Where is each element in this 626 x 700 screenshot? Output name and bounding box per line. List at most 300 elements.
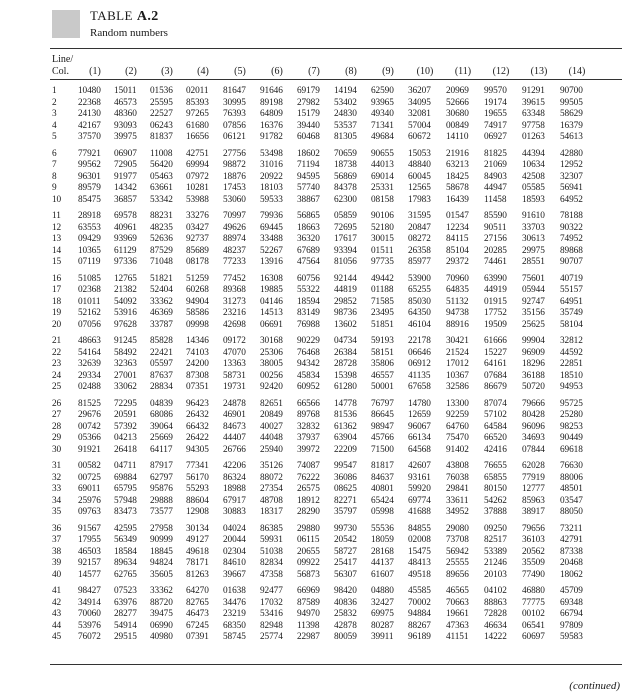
table-cell: 52180 bbox=[371, 222, 394, 233]
row-line-number: 45 bbox=[52, 632, 62, 643]
table-cell: 94824 bbox=[150, 558, 173, 569]
table-cell: 89368 bbox=[223, 285, 246, 296]
table-cell: 01011 bbox=[78, 296, 101, 307]
table-cell: 86385 bbox=[260, 523, 283, 534]
table-cell: 39667 bbox=[223, 569, 246, 580]
table-cell: 30680 bbox=[446, 109, 469, 120]
table-cell: 83473 bbox=[114, 507, 137, 518]
table-cell: 18317 bbox=[260, 507, 283, 518]
table-cell: 79656 bbox=[522, 523, 545, 534]
table-cell: 77341 bbox=[186, 461, 209, 471]
table-cell: 48413 bbox=[408, 558, 431, 569]
table-cell: 59193 bbox=[371, 336, 394, 346]
table-cell: 32812 bbox=[560, 336, 583, 346]
table-cell: 65424 bbox=[371, 495, 394, 506]
table-cell: 42416 bbox=[484, 444, 507, 455]
top-rule bbox=[50, 48, 622, 49]
table-cell: 26418 bbox=[114, 444, 137, 455]
table-cell: 11008 bbox=[150, 148, 173, 159]
table-cell: 59533 bbox=[260, 194, 283, 205]
column-header: (11) bbox=[454, 66, 472, 77]
table-cell: 01511 bbox=[371, 245, 394, 256]
table-cell: 94595 bbox=[297, 171, 320, 182]
table-cell: 12908 bbox=[186, 507, 209, 518]
table-cell: 69618 bbox=[560, 444, 583, 455]
table-cell: 19731 bbox=[223, 382, 246, 393]
table-cell: 92157 bbox=[78, 558, 101, 569]
table-row bbox=[0, 507, 626, 518]
table-cell: 17983 bbox=[408, 194, 431, 205]
table-cell: 01638 bbox=[223, 586, 246, 596]
table-cell: 47358 bbox=[260, 569, 283, 580]
column-header: (13) bbox=[530, 66, 548, 77]
table-cell: 39064 bbox=[150, 421, 173, 432]
table-cell: 02008 bbox=[408, 535, 431, 546]
table-row bbox=[0, 211, 626, 222]
table-cell: 44394 bbox=[522, 148, 545, 159]
table-cell: 56170 bbox=[186, 472, 209, 483]
table-cell: 94953 bbox=[560, 382, 583, 393]
table-cell: 66432 bbox=[186, 421, 209, 432]
table-cell: 94904 bbox=[186, 296, 209, 307]
row-line-number: 37 bbox=[52, 535, 62, 546]
table-cell: 91291 bbox=[522, 86, 545, 96]
table-cell: 84673 bbox=[223, 421, 246, 432]
table-cell: 71585 bbox=[371, 296, 394, 307]
table-cell: 25306 bbox=[260, 347, 283, 358]
table-cell: 02368 bbox=[78, 285, 101, 296]
table-cell: 07972 bbox=[186, 171, 209, 182]
table-cell: 35797 bbox=[334, 507, 357, 518]
table-cell: 18663 bbox=[297, 222, 320, 233]
table-cell: 00582 bbox=[78, 461, 101, 471]
table-cell: 45585 bbox=[408, 586, 431, 596]
table-cell: 10367 bbox=[446, 370, 469, 381]
table-cell: 71048 bbox=[150, 257, 173, 268]
table-row bbox=[0, 586, 626, 597]
table-cell: 96301 bbox=[78, 171, 101, 182]
table-cell: 18594 bbox=[297, 296, 320, 307]
table-cell: 28277 bbox=[114, 609, 137, 620]
table-cell: 64951 bbox=[560, 296, 583, 307]
table-cell: 76988 bbox=[297, 319, 320, 330]
table-cell: 89634 bbox=[114, 558, 137, 569]
table-cell: 92259 bbox=[446, 410, 469, 421]
table-cell: 61129 bbox=[114, 245, 137, 256]
table-cell: 74952 bbox=[560, 234, 583, 245]
table-cell: 52404 bbox=[150, 285, 173, 296]
table-cell: 67917 bbox=[223, 495, 246, 506]
table-cell: 56865 bbox=[297, 211, 320, 221]
table-cell: 97735 bbox=[371, 257, 394, 268]
table-cell: 00256 bbox=[260, 370, 283, 381]
table-cell: 66794 bbox=[560, 609, 583, 620]
table-cell: 35509 bbox=[522, 558, 545, 569]
table-cell: 49626 bbox=[223, 222, 246, 233]
table-cell: 15053 bbox=[408, 148, 431, 159]
table-cell: 51851 bbox=[371, 319, 394, 330]
table-cell: 20285 bbox=[484, 245, 507, 256]
table-cell: 62765 bbox=[114, 569, 137, 580]
table-cell: 88050 bbox=[560, 507, 583, 518]
table-cell: 58151 bbox=[371, 347, 394, 358]
table-cell: 15011 bbox=[114, 86, 137, 96]
table-cell: 64350 bbox=[408, 308, 431, 319]
table-cell: 47363 bbox=[446, 620, 469, 631]
table-cell: 04102 bbox=[484, 586, 507, 596]
table-cell: 05998 bbox=[371, 507, 394, 518]
table-cell: 10634 bbox=[522, 160, 545, 171]
table-cell: 85590 bbox=[484, 211, 507, 221]
table-cell: 06990 bbox=[150, 620, 173, 631]
table-cell: 69011 bbox=[78, 484, 101, 495]
table-cell: 57102 bbox=[484, 410, 507, 421]
table-cell: 70663 bbox=[446, 597, 469, 608]
table-cell: 34095 bbox=[408, 97, 431, 108]
table-cell: 30134 bbox=[186, 523, 209, 534]
table-row bbox=[0, 484, 626, 495]
table-cell: 20655 bbox=[297, 546, 320, 557]
table-cell: 78188 bbox=[560, 211, 583, 221]
table-cell: 74103 bbox=[186, 347, 209, 358]
table-cell: 59931 bbox=[260, 535, 283, 546]
table-cell: 34914 bbox=[78, 597, 101, 608]
row-line-number: 40 bbox=[52, 569, 62, 580]
table-cell: 88072 bbox=[260, 472, 283, 483]
table-cell: 22178 bbox=[408, 336, 431, 346]
table-cell: 13916 bbox=[260, 257, 283, 268]
table-cell: 15475 bbox=[408, 546, 431, 557]
table-cell: 34952 bbox=[446, 507, 469, 518]
table-cell: 87529 bbox=[150, 245, 173, 256]
row-line-number: 17 bbox=[52, 285, 62, 296]
table-cell: 64809 bbox=[260, 109, 283, 120]
table-cell: 58104 bbox=[560, 319, 583, 330]
table-cell: 70659 bbox=[334, 148, 357, 159]
table-cell: 45709 bbox=[560, 586, 583, 596]
table-cell: 27156 bbox=[484, 234, 507, 245]
table-row bbox=[0, 149, 626, 160]
table-cell: 99570 bbox=[484, 86, 507, 96]
table-cell: 17955 bbox=[78, 535, 101, 546]
table-cell: 60756 bbox=[297, 273, 320, 284]
table-cell: 39440 bbox=[297, 120, 320, 131]
row-line-number: 13 bbox=[52, 234, 62, 245]
table-cell: 86645 bbox=[371, 410, 394, 421]
table-cell: 69774 bbox=[408, 495, 431, 506]
table-cell: 84855 bbox=[408, 523, 431, 534]
row-line-number: 43 bbox=[52, 609, 62, 620]
table-cell: 81263 bbox=[186, 569, 209, 580]
table-cell: 94305 bbox=[186, 444, 209, 455]
table-cell: 96423 bbox=[186, 398, 209, 409]
row-line-number: 15 bbox=[52, 257, 62, 268]
table-cell: 35605 bbox=[150, 569, 173, 580]
table-cell: 66566 bbox=[297, 398, 320, 409]
table-row bbox=[0, 297, 626, 308]
table-cell: 20044 bbox=[223, 535, 246, 546]
table-cell: 00725 bbox=[78, 472, 101, 483]
table-cell: 38917 bbox=[522, 507, 545, 518]
row-line-number: 10 bbox=[52, 194, 62, 205]
table-cell: 03547 bbox=[560, 495, 583, 506]
column-header: (12) bbox=[492, 66, 510, 77]
table-cell: 46901 bbox=[223, 410, 246, 421]
table-cell: 27001 bbox=[114, 370, 137, 381]
table-cell: 20849 bbox=[260, 410, 283, 421]
table-cell: 29880 bbox=[297, 523, 320, 534]
table-cell: 60697 bbox=[522, 632, 545, 643]
table-cell: 37937 bbox=[297, 433, 320, 444]
table-cell: 53060 bbox=[223, 194, 246, 205]
table-cell: 52666 bbox=[446, 97, 469, 108]
table-cell: 99730 bbox=[334, 523, 357, 534]
table-cell: 82651 bbox=[260, 398, 283, 409]
table-cell: 87589 bbox=[297, 597, 320, 608]
table-cell: 10281 bbox=[186, 183, 209, 194]
row-line-number: 23 bbox=[52, 359, 62, 370]
table-row bbox=[0, 445, 626, 456]
table-cell: 56349 bbox=[114, 535, 137, 546]
table-cell: 22209 bbox=[334, 444, 357, 455]
table-cell: 25555 bbox=[446, 558, 469, 569]
table-cell: 32427 bbox=[371, 597, 394, 608]
table-cell: 42167 bbox=[78, 120, 101, 131]
table-cell: 42206 bbox=[223, 461, 246, 471]
table-row bbox=[0, 359, 626, 370]
table-cell: 81837 bbox=[150, 132, 173, 143]
table-cell: 91646 bbox=[260, 86, 283, 96]
table-cell: 14346 bbox=[186, 336, 209, 346]
table-cell: 24130 bbox=[78, 109, 101, 120]
table-cell: 93093 bbox=[114, 120, 137, 131]
table-cell: 16379 bbox=[560, 120, 583, 131]
table-cell: 87074 bbox=[484, 398, 507, 409]
table-cell: 30421 bbox=[446, 336, 469, 346]
table-cell: 53342 bbox=[150, 194, 173, 205]
table-cell: 63348 bbox=[522, 109, 545, 120]
table-cell: 70002 bbox=[408, 597, 431, 608]
table-cell: 72828 bbox=[484, 609, 507, 620]
table-cell: 04839 bbox=[150, 398, 173, 409]
table-cell: 15179 bbox=[297, 109, 320, 120]
table-cell: 21916 bbox=[446, 148, 469, 159]
table-cell: 11458 bbox=[484, 194, 507, 205]
table-cell: 48235 bbox=[150, 222, 173, 233]
table-cell: 53976 bbox=[78, 620, 101, 631]
table-cell: 41135 bbox=[408, 370, 431, 381]
table-row bbox=[0, 410, 626, 421]
table-cell: 77233 bbox=[223, 257, 246, 268]
table-cell: 58731 bbox=[223, 370, 246, 381]
table-cell: 20468 bbox=[560, 558, 583, 569]
table-cell: 59920 bbox=[408, 484, 431, 495]
table-cell: 36207 bbox=[408, 86, 431, 96]
table-cell: 31595 bbox=[408, 211, 431, 221]
table-cell: 29080 bbox=[446, 523, 469, 534]
table-cell: 36103 bbox=[522, 535, 545, 546]
table-cell: 90229 bbox=[297, 336, 320, 346]
col-label: Col. bbox=[52, 66, 69, 77]
table-cell: 24830 bbox=[334, 109, 357, 120]
row-line-number: 34 bbox=[52, 495, 62, 506]
table-cell: 67689 bbox=[297, 245, 320, 256]
table-cell: 33488 bbox=[260, 234, 283, 245]
table-row bbox=[0, 246, 626, 257]
table-cell: 64117 bbox=[150, 444, 173, 455]
table-cell: 86324 bbox=[223, 472, 246, 483]
table-cell: 33703 bbox=[522, 222, 545, 233]
table-cell: 56869 bbox=[334, 171, 357, 182]
table-cell: 10365 bbox=[78, 245, 101, 256]
table-cell: 32307 bbox=[560, 171, 583, 182]
table-cell: 21382 bbox=[114, 285, 137, 296]
table-cell: 46557 bbox=[371, 370, 394, 381]
table-row bbox=[0, 172, 626, 183]
table-cell: 62590 bbox=[371, 86, 394, 96]
table-cell: 98427 bbox=[78, 586, 101, 596]
table-cell: 53537 bbox=[334, 120, 357, 131]
table-cell: 54613 bbox=[560, 132, 583, 143]
table-cell: 07684 bbox=[484, 370, 507, 381]
table-cell: 80287 bbox=[371, 620, 394, 631]
table-cell: 02304 bbox=[223, 546, 246, 557]
table-cell: 32586 bbox=[446, 382, 469, 393]
table-cell: 40719 bbox=[560, 273, 583, 284]
table-row bbox=[0, 473, 626, 484]
table-cell: 06691 bbox=[260, 319, 283, 330]
table-cell: 04711 bbox=[114, 461, 137, 471]
table-cell: 36188 bbox=[522, 370, 545, 381]
table-cell: 73577 bbox=[150, 507, 173, 518]
table-cell: 04146 bbox=[260, 296, 283, 307]
table-cell: 44013 bbox=[371, 160, 394, 171]
table-cell: 87637 bbox=[150, 370, 173, 381]
table-cell: 25774 bbox=[260, 632, 283, 643]
row-line-number: 18 bbox=[52, 296, 62, 307]
table-cell: 14342 bbox=[114, 183, 137, 194]
table-cell: 01188 bbox=[371, 285, 394, 296]
table-cell: 96189 bbox=[408, 632, 431, 643]
table-cell: 75470 bbox=[446, 433, 469, 444]
table-cell: 02488 bbox=[78, 382, 101, 393]
table-cell: 26422 bbox=[186, 433, 209, 444]
table-cell: 18059 bbox=[371, 535, 394, 546]
table-row bbox=[0, 382, 626, 393]
table-cell: 30995 bbox=[223, 97, 246, 108]
table-row bbox=[0, 195, 626, 206]
table-cell: 18876 bbox=[223, 171, 246, 182]
table-cell: 69014 bbox=[371, 171, 394, 182]
table-cell: 16439 bbox=[446, 194, 469, 205]
table-cell: 62797 bbox=[150, 472, 173, 483]
line-label: Line/ bbox=[52, 54, 74, 65]
table-cell: 77921 bbox=[78, 148, 101, 159]
table-row bbox=[0, 160, 626, 171]
table-cell: 56941 bbox=[560, 183, 583, 194]
table-cell: 58727 bbox=[334, 546, 357, 557]
table-cell: 89768 bbox=[297, 410, 320, 421]
table-cell: 63990 bbox=[484, 273, 507, 284]
table-cell: 22851 bbox=[560, 359, 583, 370]
table-cell: 56873 bbox=[297, 569, 320, 580]
table-cell: 31016 bbox=[260, 160, 283, 171]
table-row bbox=[0, 257, 626, 268]
table-cell: 17617 bbox=[334, 234, 357, 245]
table-cell: 42607 bbox=[408, 461, 431, 471]
table-cell: 20922 bbox=[260, 171, 283, 182]
table-cell: 90449 bbox=[560, 433, 583, 444]
table-cell: 29676 bbox=[78, 410, 101, 421]
table-cell: 88604 bbox=[186, 495, 209, 506]
table-cell: 84610 bbox=[223, 558, 246, 569]
table-cell: 18912 bbox=[297, 495, 320, 506]
table-cell: 94738 bbox=[446, 308, 469, 319]
table-cell: 81536 bbox=[334, 410, 357, 421]
table-cell: 04213 bbox=[114, 433, 137, 444]
table-cell: 05944 bbox=[522, 285, 545, 296]
table-cell: 06927 bbox=[484, 132, 507, 143]
table-cell: 88974 bbox=[223, 234, 246, 245]
table-cell: 64584 bbox=[484, 421, 507, 432]
table-cell: 85828 bbox=[150, 336, 173, 346]
table-cell: 90106 bbox=[371, 211, 394, 221]
table-cell: 14513 bbox=[260, 308, 283, 319]
row-line-number: 39 bbox=[52, 558, 62, 569]
table-cell: 69348 bbox=[560, 597, 583, 608]
table-cell: 46369 bbox=[150, 308, 173, 319]
table-row bbox=[0, 570, 626, 581]
row-line-number: 16 bbox=[52, 273, 62, 284]
table-cell: 81825 bbox=[484, 148, 507, 159]
table-cell: 44407 bbox=[223, 433, 246, 444]
table-cell: 75601 bbox=[522, 273, 545, 284]
table-cell: 29841 bbox=[446, 484, 469, 495]
table-cell: 91402 bbox=[446, 444, 469, 455]
table-row bbox=[0, 433, 626, 444]
table-cell: 18602 bbox=[297, 148, 320, 159]
table-cell: 76222 bbox=[297, 472, 320, 483]
table-cell: 49618 bbox=[186, 546, 209, 557]
table-cell: 91977 bbox=[114, 171, 137, 182]
table-cell: 26384 bbox=[334, 347, 357, 358]
table-row bbox=[0, 336, 626, 347]
table-cell: 18103 bbox=[260, 183, 283, 194]
row-line-number: 31 bbox=[52, 461, 62, 471]
table-cell: 12565 bbox=[408, 183, 431, 194]
row-line-number: 32 bbox=[52, 472, 62, 483]
table-cell: 18296 bbox=[522, 359, 545, 370]
table-cell: 33787 bbox=[150, 319, 173, 330]
table-row bbox=[0, 348, 626, 359]
table-cell: 99562 bbox=[78, 160, 101, 171]
table-cell: 49684 bbox=[371, 132, 394, 143]
table-cell: 97628 bbox=[114, 319, 137, 330]
table-cell: 28168 bbox=[371, 546, 394, 557]
table-cell: 84115 bbox=[446, 234, 469, 245]
table-cell: 77452 bbox=[223, 273, 246, 284]
table-cell: 88267 bbox=[408, 620, 431, 631]
column-header: (7) bbox=[308, 66, 320, 77]
row-line-number: 1 bbox=[52, 86, 57, 96]
table-cell: 89656 bbox=[446, 569, 469, 580]
table-cell: 29852 bbox=[334, 296, 357, 307]
table-cell: 38867 bbox=[297, 194, 320, 205]
table-cell: 51259 bbox=[186, 273, 209, 284]
table-cell: 27982 bbox=[297, 97, 320, 108]
table-cell: 70960 bbox=[446, 273, 469, 284]
table-cell: 42698 bbox=[223, 319, 246, 330]
